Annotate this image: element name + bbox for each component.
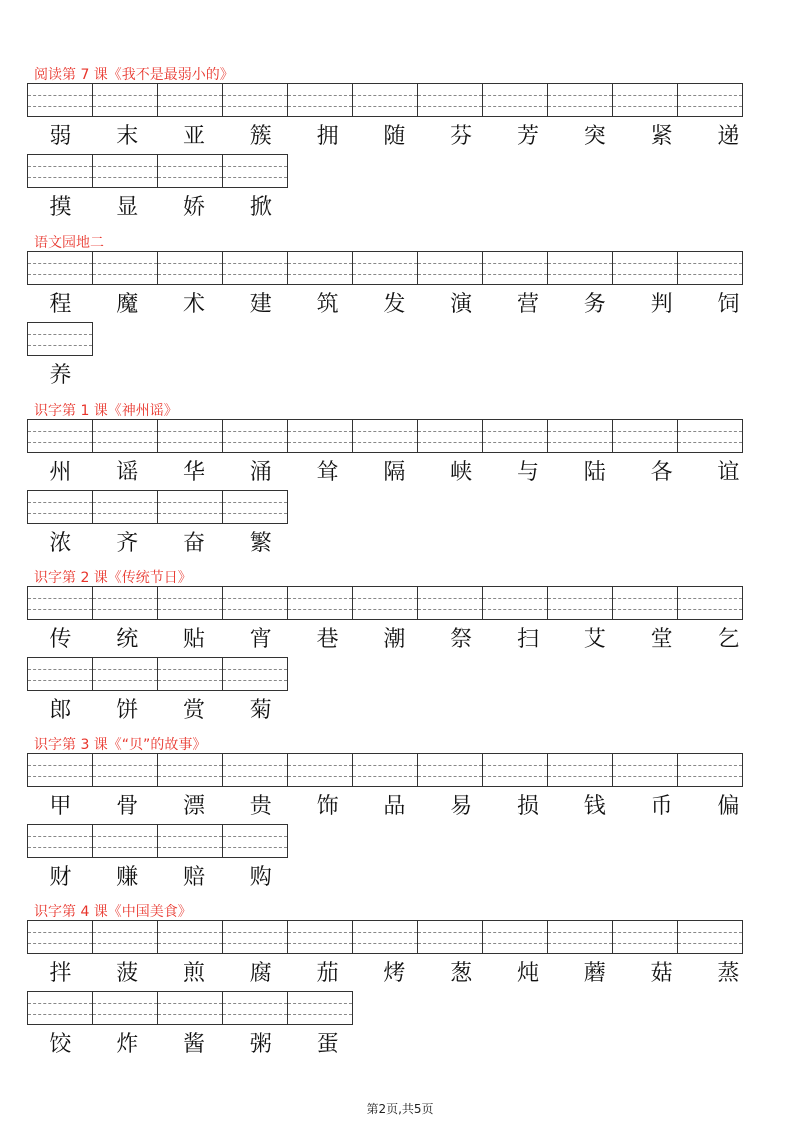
character-row	[27, 361, 94, 391]
practice-character: 饺	[49, 1032, 72, 1057]
practice-character: 饲	[717, 292, 740, 317]
practice-character: 陆	[583, 460, 606, 485]
writing-box[interactable]	[287, 419, 353, 453]
writing-box[interactable]	[27, 920, 93, 954]
practice-character: 品	[383, 794, 406, 819]
practice-character: 祭	[450, 627, 473, 652]
practice-character: 菇	[650, 961, 673, 986]
writing-box[interactable]	[27, 657, 93, 691]
practice-character: 蒸	[717, 961, 740, 986]
practice-character: 发	[383, 292, 406, 317]
practice-character: 魔	[116, 292, 139, 317]
writing-box[interactable]	[92, 824, 158, 858]
writing-box[interactable]	[677, 586, 743, 620]
writing-box[interactable]	[612, 586, 678, 620]
practice-character: 统	[116, 627, 139, 652]
practice-character: 华	[182, 460, 205, 485]
section-title: 识字第 1 课《神州谣》	[34, 403, 178, 419]
writing-box[interactable]	[222, 586, 288, 620]
writing-grid-row	[27, 657, 287, 691]
writing-box[interactable]	[92, 753, 158, 787]
writing-box[interactable]	[612, 83, 678, 117]
practice-character: 弱	[49, 124, 72, 149]
character-row	[27, 458, 762, 488]
writing-box[interactable]	[482, 251, 548, 285]
practice-character: 巷	[316, 627, 339, 652]
practice-character: 建	[249, 292, 272, 317]
character-row	[27, 290, 762, 320]
writing-box[interactable]	[157, 251, 223, 285]
practice-character: 养	[49, 363, 72, 388]
practice-character: 炖	[516, 961, 539, 986]
writing-box[interactable]	[417, 419, 483, 453]
practice-character: 购	[249, 865, 272, 890]
practice-character: 腐	[249, 961, 272, 986]
writing-box[interactable]	[92, 419, 158, 453]
practice-character: 蘑	[583, 961, 606, 986]
writing-box[interactable]	[482, 586, 548, 620]
writing-box[interactable]	[157, 154, 223, 188]
practice-character: 贴	[182, 627, 205, 652]
practice-character: 烤	[383, 961, 406, 986]
writing-grid-row	[27, 419, 742, 453]
writing-box[interactable]	[222, 824, 288, 858]
writing-box[interactable]	[677, 251, 743, 285]
practice-character: 艾	[583, 627, 606, 652]
practice-character: 掀	[249, 195, 272, 220]
practice-character: 摸	[49, 195, 72, 220]
writing-box[interactable]	[27, 490, 93, 524]
writing-grid-row	[27, 824, 287, 858]
writing-box[interactable]	[482, 920, 548, 954]
section-title: 识字第 2 课《传统节日》	[34, 570, 192, 586]
writing-box[interactable]	[352, 251, 418, 285]
section-title: 阅读第 7 课《我不是最弱小的》	[34, 67, 234, 83]
writing-box[interactable]	[27, 824, 93, 858]
writing-box[interactable]	[92, 920, 158, 954]
writing-box[interactable]	[677, 83, 743, 117]
writing-box[interactable]	[417, 586, 483, 620]
practice-character: 芳	[516, 124, 539, 149]
writing-box[interactable]	[92, 251, 158, 285]
practice-character: 钱	[583, 794, 606, 819]
writing-grid-row	[27, 753, 742, 787]
practice-character: 州	[49, 460, 72, 485]
character-row	[27, 122, 762, 152]
writing-box[interactable]	[222, 154, 288, 188]
writing-box[interactable]	[222, 657, 288, 691]
writing-box[interactable]	[547, 251, 613, 285]
practice-character: 甲	[49, 794, 72, 819]
writing-box[interactable]	[92, 490, 158, 524]
practice-character: 赏	[182, 698, 205, 723]
practice-character: 堂	[650, 627, 673, 652]
practice-character: 谣	[116, 460, 139, 485]
writing-box[interactable]	[157, 991, 223, 1025]
practice-character: 末	[116, 124, 139, 149]
practice-character: 赔	[182, 865, 205, 890]
writing-box[interactable]	[612, 920, 678, 954]
writing-box[interactable]	[157, 824, 223, 858]
page-footer: 第2页,共5页	[366, 1102, 434, 1116]
writing-box[interactable]	[287, 83, 353, 117]
practice-character: 判	[650, 292, 673, 317]
writing-box[interactable]	[352, 83, 418, 117]
writing-box[interactable]	[27, 154, 93, 188]
practice-character: 宵	[249, 627, 272, 652]
practice-character: 芬	[450, 124, 473, 149]
character-row	[27, 625, 762, 655]
writing-box[interactable]	[482, 753, 548, 787]
writing-grid-row	[27, 586, 742, 620]
practice-character: 偏	[717, 794, 740, 819]
practice-character: 突	[583, 124, 606, 149]
writing-box[interactable]	[222, 251, 288, 285]
practice-character: 术	[182, 292, 205, 317]
writing-box[interactable]	[352, 419, 418, 453]
practice-character: 损	[516, 794, 539, 819]
writing-box[interactable]	[417, 83, 483, 117]
practice-character: 峡	[450, 460, 473, 485]
section-title: 识字第 3 课《“贝”的故事》	[34, 737, 207, 753]
writing-box[interactable]	[157, 419, 223, 453]
writing-box[interactable]	[677, 419, 743, 453]
practice-character: 繁	[249, 531, 272, 556]
practice-character: 粥	[249, 1032, 272, 1057]
practice-character: 随	[383, 124, 406, 149]
writing-box[interactable]	[92, 657, 158, 691]
practice-character: 亚	[182, 124, 205, 149]
writing-box[interactable]	[287, 920, 353, 954]
character-row	[27, 959, 762, 989]
writing-box[interactable]	[352, 586, 418, 620]
practice-character: 紧	[650, 124, 673, 149]
practice-character: 拥	[316, 124, 339, 149]
character-row	[27, 529, 294, 559]
writing-box[interactable]	[547, 419, 613, 453]
practice-character: 炸	[116, 1032, 139, 1057]
writing-grid-row	[27, 83, 742, 117]
writing-box[interactable]	[287, 753, 353, 787]
writing-grid-row	[27, 991, 352, 1025]
writing-grid-row	[27, 490, 287, 524]
writing-box[interactable]	[482, 419, 548, 453]
practice-character: 郎	[49, 698, 72, 723]
writing-box[interactable]	[92, 991, 158, 1025]
practice-character: 各	[650, 460, 673, 485]
writing-box[interactable]	[352, 753, 418, 787]
practice-character: 酱	[182, 1032, 205, 1057]
writing-box[interactable]	[612, 753, 678, 787]
practice-character: 涌	[249, 460, 272, 485]
practice-character: 拌	[49, 961, 72, 986]
practice-character: 传	[49, 627, 72, 652]
writing-box[interactable]	[612, 251, 678, 285]
practice-character: 扫	[516, 627, 539, 652]
writing-box[interactable]	[612, 419, 678, 453]
writing-box[interactable]	[222, 490, 288, 524]
practice-character: 谊	[717, 460, 740, 485]
practice-character: 煎	[182, 961, 205, 986]
practice-character: 菠	[116, 961, 139, 986]
practice-character: 蛋	[316, 1032, 339, 1057]
writing-grid-row	[27, 322, 92, 356]
practice-character: 递	[717, 124, 740, 149]
writing-box[interactable]	[547, 753, 613, 787]
section-title: 识字第 4 课《中国美食》	[34, 904, 192, 920]
practice-character: 骨	[116, 794, 139, 819]
writing-box[interactable]	[27, 753, 93, 787]
section-title: 语文园地二	[34, 235, 104, 251]
writing-box[interactable]	[27, 586, 93, 620]
practice-character: 隔	[383, 460, 406, 485]
writing-box[interactable]	[287, 586, 353, 620]
character-row	[27, 863, 294, 893]
writing-box[interactable]	[287, 991, 353, 1025]
writing-box[interactable]	[157, 586, 223, 620]
writing-box[interactable]	[547, 920, 613, 954]
writing-box[interactable]	[482, 83, 548, 117]
writing-grid-row	[27, 251, 742, 285]
writing-box[interactable]	[222, 419, 288, 453]
writing-grid-row	[27, 920, 742, 954]
practice-character: 葱	[450, 961, 473, 986]
writing-box[interactable]	[417, 920, 483, 954]
writing-box[interactable]	[547, 586, 613, 620]
practice-character: 簇	[249, 124, 272, 149]
practice-character: 与	[516, 460, 539, 485]
writing-box[interactable]	[287, 251, 353, 285]
practice-character: 营	[516, 292, 539, 317]
writing-box[interactable]	[157, 920, 223, 954]
character-row	[27, 792, 762, 822]
writing-box[interactable]	[27, 83, 93, 117]
writing-box[interactable]	[157, 490, 223, 524]
practice-character: 娇	[182, 195, 205, 220]
writing-grid-row	[27, 154, 287, 188]
writing-box[interactable]	[92, 154, 158, 188]
practice-character: 饼	[116, 698, 139, 723]
practice-character: 演	[450, 292, 473, 317]
writing-box[interactable]	[677, 753, 743, 787]
practice-character: 饰	[316, 794, 339, 819]
writing-box[interactable]	[677, 920, 743, 954]
practice-character: 耸	[316, 460, 339, 485]
writing-box[interactable]	[157, 83, 223, 117]
practice-character: 茄	[316, 961, 339, 986]
writing-box[interactable]	[222, 991, 288, 1025]
writing-box[interactable]	[222, 83, 288, 117]
character-row	[27, 193, 294, 223]
writing-box[interactable]	[157, 753, 223, 787]
practice-character: 务	[583, 292, 606, 317]
practice-character: 菊	[249, 698, 272, 723]
practice-character: 贵	[249, 794, 272, 819]
practice-character: 漂	[182, 794, 205, 819]
character-row	[27, 1030, 361, 1060]
practice-character: 筑	[316, 292, 339, 317]
practice-character: 浓	[49, 531, 72, 556]
practice-character: 潮	[383, 627, 406, 652]
practice-character: 赚	[116, 865, 139, 890]
writing-box[interactable]	[92, 586, 158, 620]
character-row	[27, 696, 294, 726]
writing-box[interactable]	[27, 991, 93, 1025]
writing-box[interactable]	[417, 251, 483, 285]
practice-character: 财	[49, 865, 72, 890]
writing-box[interactable]	[222, 920, 288, 954]
practice-character: 程	[49, 292, 72, 317]
practice-character: 币	[650, 794, 673, 819]
writing-box[interactable]	[27, 419, 93, 453]
writing-box[interactable]	[27, 251, 93, 285]
writing-box[interactable]	[547, 83, 613, 117]
practice-character: 易	[450, 794, 473, 819]
writing-box[interactable]	[157, 657, 223, 691]
practice-character: 乞	[717, 627, 740, 652]
writing-box[interactable]	[27, 322, 93, 356]
writing-box[interactable]	[352, 920, 418, 954]
writing-box[interactable]	[417, 753, 483, 787]
writing-box[interactable]	[92, 83, 158, 117]
practice-character: 显	[116, 195, 139, 220]
writing-box[interactable]	[222, 753, 288, 787]
practice-character: 奋	[182, 531, 205, 556]
practice-character: 齐	[116, 531, 139, 556]
